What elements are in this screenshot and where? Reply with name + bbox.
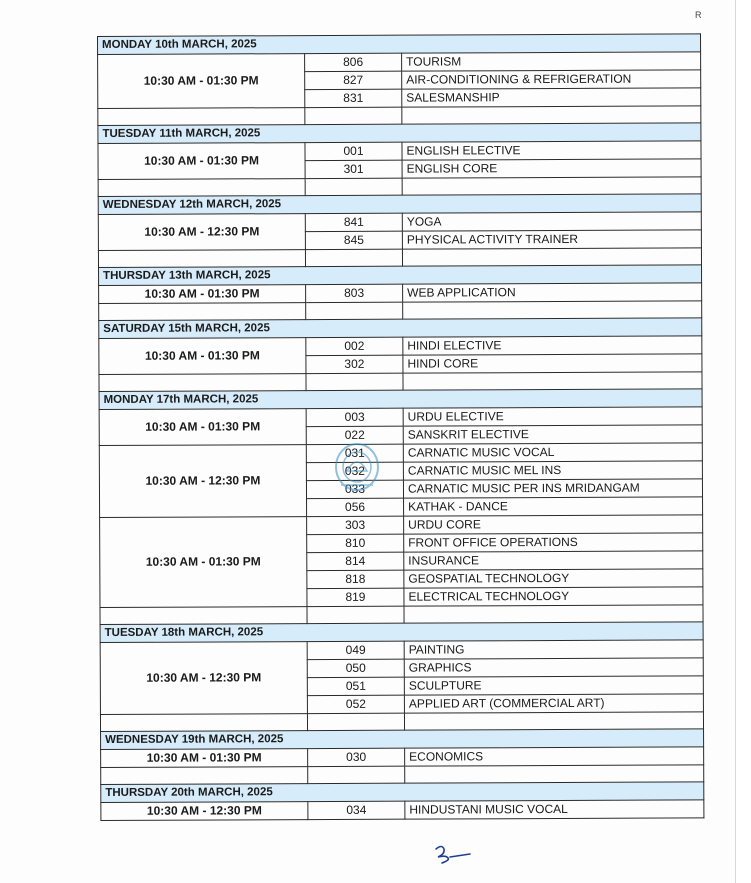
blank-cell bbox=[404, 712, 703, 730]
subject-code-cell: 030 bbox=[308, 748, 405, 766]
subject-name-cell: SCULPTURE bbox=[404, 676, 703, 695]
exam-time-cell: 10:30 AM - 01:30 PM bbox=[99, 338, 306, 375]
blank-cell bbox=[98, 250, 305, 268]
blank-cell bbox=[305, 107, 402, 124]
day-date-heading: TUESDAY 18th MARCH, 2025 bbox=[100, 622, 703, 643]
subject-code-cell: 034 bbox=[308, 801, 405, 819]
subject-code-cell: 302 bbox=[306, 355, 403, 373]
day-date-heading: THURSDAY 13th MARCH, 2025 bbox=[99, 265, 702, 286]
subject-name-cell: SANSKRIT ELECTIVE bbox=[403, 425, 702, 444]
blank-cell bbox=[402, 248, 701, 266]
blank-cell bbox=[402, 106, 701, 124]
blank-cell bbox=[101, 767, 308, 785]
subject-code-cell: 841 bbox=[305, 213, 402, 231]
subject-code-cell: 049 bbox=[307, 641, 404, 659]
subject-code-cell: 031 bbox=[306, 444, 403, 462]
subject-code-cell: 022 bbox=[306, 426, 403, 444]
subject-name-cell: ECONOMICS bbox=[405, 747, 704, 766]
exam-time-cell: 10:30 AM - 12:30 PM bbox=[100, 642, 307, 715]
subject-name-cell: GRAPHICS bbox=[404, 658, 703, 677]
day-date-heading: MONDAY 17th MARCH, 2025 bbox=[99, 389, 702, 410]
subject-code-cell: 803 bbox=[306, 284, 403, 302]
day-date-heading: THURSDAY 20th MARCH, 2025 bbox=[101, 782, 704, 803]
day-date-heading: WEDNESDAY 19th MARCH, 2025 bbox=[101, 729, 704, 750]
subject-code-cell: 827 bbox=[305, 71, 402, 89]
subject-code-cell: 056 bbox=[307, 498, 404, 516]
subject-name-cell: ENGLISH ELECTIVE bbox=[402, 141, 701, 160]
subject-name-cell: ELECTRICAL TECHNOLOGY bbox=[404, 587, 703, 606]
exam-time-cell: 10:30 AM - 01:30 PM bbox=[99, 409, 306, 446]
subject-code-cell: 819 bbox=[307, 588, 404, 606]
subject-code-cell: 032 bbox=[306, 462, 403, 480]
blank-cell bbox=[98, 108, 305, 126]
day-date-heading: WEDNESDAY 12th MARCH, 2025 bbox=[98, 194, 701, 215]
blank-cell bbox=[308, 766, 405, 783]
subject-name-cell: YOGA bbox=[402, 212, 701, 231]
subject-code-cell: 001 bbox=[305, 142, 402, 160]
subject-row bbox=[101, 800, 704, 821]
blank-cell bbox=[306, 373, 403, 390]
subject-name-cell: HINDI ELECTIVE bbox=[403, 336, 702, 355]
subject-name-cell: HINDI CORE bbox=[403, 354, 702, 373]
subject-name-cell: AIR-CONDITIONING & REFRIGERATION bbox=[402, 70, 701, 89]
subject-code-cell: 814 bbox=[307, 552, 404, 570]
subject-name-cell: PHYSICAL ACTIVITY TRAINER bbox=[402, 230, 701, 249]
subject-code-cell: 033 bbox=[306, 480, 403, 498]
subject-name-cell: ENGLISH CORE bbox=[402, 159, 701, 178]
exam-time-cell: 10:30 AM - 01:30 PM bbox=[99, 285, 306, 304]
subject-name-cell: CARNATIC MUSIC VOCAL bbox=[403, 443, 702, 462]
subject-code-cell: 003 bbox=[306, 408, 403, 426]
subject-name-cell: CARNATIC MUSIC PER INS MRIDANGAM bbox=[403, 479, 702, 498]
blank-cell bbox=[403, 372, 702, 390]
blank-cell bbox=[306, 302, 403, 319]
day-date-heading: SATURDAY 15th MARCH, 2025 bbox=[99, 318, 702, 339]
subject-name-cell: GEOSPATIAL TECHNOLOGY bbox=[404, 569, 703, 588]
subject-name-cell: WEB APPLICATION bbox=[403, 283, 702, 302]
subject-code-cell: 301 bbox=[305, 160, 402, 178]
exam-time-cell: 10:30 AM - 12:30 PM bbox=[98, 214, 305, 251]
subject-code-cell: 051 bbox=[307, 677, 404, 695]
blank-cell bbox=[403, 301, 702, 319]
exam-schedule-table bbox=[97, 33, 704, 821]
signature-icon bbox=[432, 843, 476, 865]
corner-mark: R bbox=[695, 10, 702, 20]
subject-code-cell: 831 bbox=[305, 89, 402, 107]
exam-time-cell: 10:30 AM - 01:30 PM bbox=[101, 749, 308, 768]
exam-time-cell: 10:30 AM - 12:30 PM bbox=[99, 445, 306, 518]
subject-name-cell: CARNATIC MUSIC MEL INS bbox=[403, 461, 702, 480]
blank-cell bbox=[404, 605, 703, 623]
blank-cell bbox=[307, 713, 404, 730]
subject-name-cell: SALESMANSHIP bbox=[402, 88, 701, 107]
day-date-heading: TUESDAY 11th MARCH, 2025 bbox=[98, 123, 701, 144]
subject-name-cell: INSURANCE bbox=[404, 551, 703, 570]
subject-code-cell: 303 bbox=[307, 516, 404, 534]
blank-cell bbox=[100, 714, 307, 732]
subject-code-cell: 818 bbox=[307, 570, 404, 588]
blank-cell bbox=[305, 178, 402, 195]
subject-code-cell: 806 bbox=[305, 53, 402, 71]
blank-cell bbox=[100, 607, 307, 625]
subject-name-cell: KATHAK - DANCE bbox=[404, 497, 703, 516]
subject-name-cell: PAINTING bbox=[404, 640, 703, 659]
day-date-heading: MONDAY 10th MARCH, 2025 bbox=[98, 34, 701, 55]
exam-time-cell: 10:30 AM - 01:30 PM bbox=[98, 143, 305, 180]
subject-code-cell: 002 bbox=[306, 337, 403, 355]
subject-name-cell: URDU CORE bbox=[404, 515, 703, 534]
subject-name-cell: TOURISM bbox=[402, 52, 701, 71]
blank-cell bbox=[99, 303, 306, 321]
subject-name-cell: APPLIED ART (COMMERCIAL ART) bbox=[404, 694, 703, 713]
exam-time-cell: 10:30 AM - 01:30 PM bbox=[98, 54, 305, 109]
subject-name-cell: HINDUSTANI MUSIC VOCAL bbox=[405, 800, 704, 819]
subject-code-cell: 052 bbox=[307, 695, 404, 713]
blank-cell bbox=[307, 606, 404, 623]
subject-code-cell: 050 bbox=[307, 659, 404, 677]
subject-name-cell: URDU ELECTIVE bbox=[403, 407, 702, 426]
blank-cell bbox=[405, 765, 704, 783]
exam-time-cell: 10:30 AM - 01:30 PM bbox=[100, 517, 307, 608]
blank-cell bbox=[305, 249, 402, 266]
blank-cell bbox=[402, 177, 701, 195]
blank-cell bbox=[99, 374, 306, 392]
subject-name-cell: FRONT OFFICE OPERATIONS bbox=[404, 533, 703, 552]
subject-code-cell: 845 bbox=[305, 231, 402, 249]
subject-code-cell: 810 bbox=[307, 534, 404, 552]
blank-cell bbox=[98, 179, 305, 197]
exam-time-cell: 10:30 AM - 12:30 PM bbox=[101, 802, 308, 821]
